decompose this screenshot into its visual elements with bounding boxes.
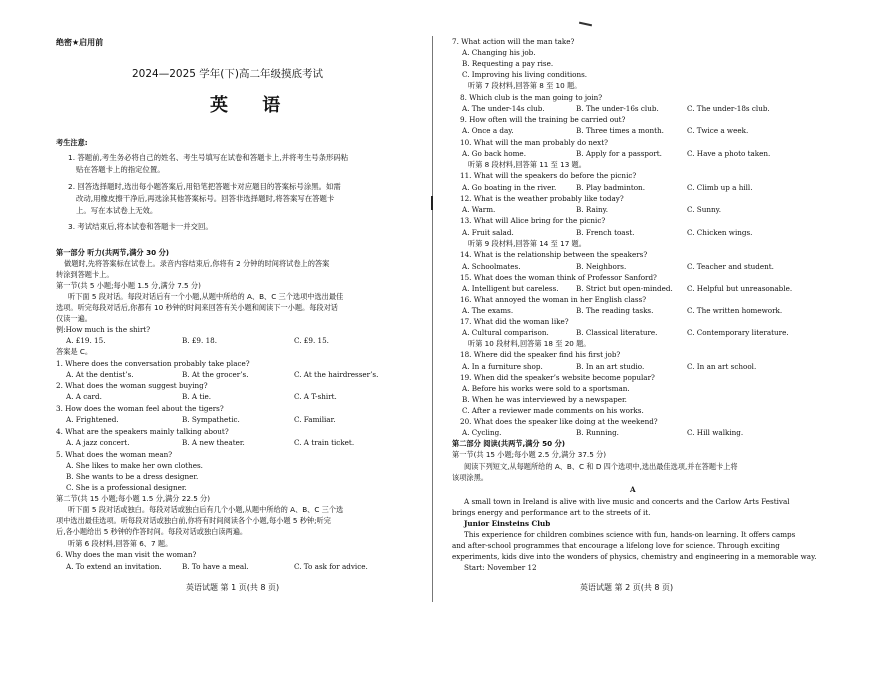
- option: B. Apply for a passport.: [576, 149, 662, 158]
- notice-line: 改动,用橡皮擦干净后,再选涂其他答案标号。回答非选择题时,将答案写在答题卡: [76, 194, 335, 203]
- scan-bar-mark: [431, 196, 433, 210]
- question: 13. What will Alice bring for the picnic?: [460, 216, 606, 225]
- page-footer: 英语试题 第 1 页(共 8 页): [186, 583, 280, 592]
- right-page: [452, 0, 815, 678]
- option: B. The reading tasks.: [576, 306, 654, 315]
- part1-title: 第一部分 听力(共两节,满分 30 分): [56, 248, 170, 257]
- notice-line: 3. 考试结束后,将本试卷和答题卡一并交回。: [68, 222, 213, 231]
- option: A. Before his works were sold to a sportsman.: [462, 384, 630, 393]
- option: C. In an art school.: [687, 362, 757, 371]
- option: B. Rainy.: [576, 205, 609, 214]
- question: 16. What annoyed the woman in her English class?: [460, 295, 647, 304]
- option: A. At the dentist’s.: [66, 370, 134, 379]
- question: 5. What does the woman mean?: [56, 450, 173, 459]
- part2-intro: 该项涂黑。: [452, 473, 488, 482]
- question: 12. What is the weather probably like today?: [460, 194, 624, 203]
- option: B. In an art studio.: [576, 362, 645, 371]
- option: A. The under-14s club.: [462, 104, 545, 113]
- option: B. Requesting a pay rise.: [462, 59, 554, 68]
- section2-intro: 后,各小题给出 5 秒钟的作答时间。每段对话或独白读两遍。: [56, 527, 248, 536]
- example-question: 例:How much is the shirt?: [56, 325, 151, 334]
- option: A. She likes to make her own clothes.: [66, 461, 203, 470]
- option: A. Fruit salad.: [462, 228, 514, 237]
- option: C. The written homework.: [687, 306, 783, 315]
- section2-title: 第二节(共 15 小题;每小题 1.5 分,满分 22.5 分): [56, 494, 211, 503]
- option: C. Contemporary literature.: [687, 328, 789, 337]
- option: B. To have a meal.: [182, 562, 249, 571]
- material-label: 听第 7 段材料,回答第 8 至 10 题。: [468, 81, 582, 90]
- option: B. £9. 18.: [182, 336, 217, 345]
- question: 17. What did the woman like?: [460, 317, 569, 326]
- option: C. She is a professional designer.: [66, 483, 187, 492]
- option: B. Three times a month.: [576, 126, 664, 135]
- option: C. Have a photo taken.: [687, 149, 771, 158]
- question: 14. What is the relationship between the speakers?: [460, 250, 648, 259]
- section1-title: 第一节(共 5 小题;每小题 1.5 分,满分 7.5 分): [56, 281, 201, 290]
- confidential-label: 绝密★启用前: [56, 38, 104, 47]
- option: C. Familiar.: [294, 415, 336, 424]
- option: B. The under-16s club.: [576, 104, 659, 113]
- question: 8. Which club is the man going to join?: [460, 93, 603, 102]
- page-footer: 英语试题 第 2 页(共 8 页): [580, 583, 674, 592]
- passage-label: A: [630, 485, 636, 494]
- section1-intro: 选项。听完每段对话后,你都有 10 秒钟的时间来回答有关小题和阅读下一小题。每段对话: [56, 303, 338, 312]
- part2-title: 第二部分 阅读(共两节,满分 50 分): [452, 439, 566, 448]
- club-start: Start: November 12: [464, 563, 537, 572]
- passage-intro: A small town in Ireland is alive with live music and concerts and the Carlow Arts Festival: [464, 497, 790, 506]
- option: C. A train ticket.: [294, 438, 355, 447]
- option: B. At the grocer’s.: [182, 370, 249, 379]
- option: C. Chicken wings.: [687, 228, 753, 237]
- material-label: 听第 8 段材料,回答第 11 至 13 题。: [468, 160, 586, 169]
- option: B. She wants to be a dress designer.: [66, 472, 199, 481]
- option: C. The under-18s club.: [687, 104, 770, 113]
- question: 9. How often will the training be carried out?: [460, 115, 626, 124]
- part2-section1-title: 第一节(共 15 小题;每小题 2.5 分,满分 37.5 分): [452, 450, 607, 459]
- question: 10. What will the man probably do next?: [460, 138, 608, 147]
- part1-intro: 转涂到答题卡上。: [56, 270, 114, 279]
- option: B. Running.: [576, 428, 619, 437]
- option: A. Cycling.: [462, 428, 502, 437]
- club-text: experiments, kids dive into the wonders of physics, chemistry and engineering in a memorable way.: [452, 552, 817, 561]
- example-answer: 答案是 C。: [56, 347, 93, 356]
- section2-intro: 听下面 5 段对话或独白。每段对话或独白后有几个小题,从题中所给的 A、B、C 三个选: [68, 505, 344, 514]
- question: 2. What does the woman suggest buying?: [56, 381, 208, 390]
- subject-title: 英 语: [210, 95, 295, 116]
- option: A. £19. 15.: [66, 336, 106, 345]
- option: A. Schoolmates.: [462, 262, 521, 271]
- option: B. A new theater.: [182, 438, 245, 447]
- club-text: This experience for children combines science with fun, hands-on learning. It offers camps: [464, 530, 796, 539]
- question: 20. What does the speaker like doing at the weekend?: [460, 417, 658, 426]
- option: B. Play badminton.: [576, 183, 645, 192]
- option: A. A jazz concert.: [66, 438, 130, 447]
- option: C. Climb up a hill.: [687, 183, 753, 192]
- option: C. At the hairdresser’s.: [294, 370, 379, 379]
- option: B. Sympathetic.: [182, 415, 240, 424]
- question: 1. Where does the conversation probably take place?: [56, 359, 250, 368]
- material-label: 听第 10 段材料,回答第 18 至 20 题。: [468, 339, 591, 348]
- option: A. The exams.: [462, 306, 514, 315]
- question: 18. Where did the speaker find his first job?: [460, 350, 621, 359]
- notice-title: 考生注意:: [56, 138, 88, 147]
- question: 4. What are the speakers mainly talking about?: [56, 427, 229, 436]
- option: C. Improving his living conditions.: [462, 70, 588, 79]
- option: A. Go back home.: [462, 149, 526, 158]
- material-label: 听第 9 段材料,回答第 14 至 17 题。: [468, 239, 586, 248]
- question: 7. What action will the man take?: [452, 37, 575, 46]
- question: 15. What does the woman think of Professor Sanford?: [460, 273, 657, 282]
- notice-line: 2. 回答选择题时,选出每小题答案后,用铅笔把答题卡对应题目的答案标号涂黑。如需: [68, 182, 341, 191]
- option: A. Go boating in the river.: [462, 183, 557, 192]
- option: C. Hill walking.: [687, 428, 744, 437]
- exam-title: 2024—2025 学年(下)高二年级摸底考试: [132, 68, 323, 80]
- material-label: 听第 6 段材料,回答第 6、7 题。: [68, 539, 173, 548]
- page-divider: [432, 36, 433, 602]
- option: C. Twice a week.: [687, 126, 749, 135]
- option: A. Changing his job.: [462, 48, 536, 57]
- club-title: Junior Einsteins Club: [464, 519, 551, 528]
- part2-intro: 阅读下列短文,从每题所给的 A、B、C 和 D 四个选项中,选出最佳选项,并在答题卡上将: [464, 462, 738, 471]
- question: 6. Why does the man visit the woman?: [56, 550, 197, 559]
- option: C. A T-shirt.: [294, 392, 337, 401]
- option: C. £9. 15.: [294, 336, 329, 345]
- question: 19. When did the speaker’s website become popular?: [460, 373, 655, 382]
- option: C. Sunny.: [687, 205, 722, 214]
- option: A. Intelligent but careless.: [462, 284, 559, 293]
- part1-intro: 做题时,先将答案标在试卷上。录音内容结束后,你将有 2 分钟的时间将试卷上的答案: [64, 259, 330, 268]
- option: A. Frightened.: [66, 415, 119, 424]
- option: A. In a furniture shop.: [462, 362, 543, 371]
- club-text: and after-school programmes that encourage a lifelong love for science. Through exciting: [452, 541, 780, 550]
- notice-line: 1. 答题前,考生务必将自己的姓名、考生号填写在试卷和答题卡上,并将考生号条形码粘: [68, 153, 349, 162]
- option: A. Cultural comparison.: [462, 328, 549, 337]
- passage-intro: brings energy and performance art to the streets of it.: [452, 508, 651, 517]
- question: 3. How does the woman feel about the tigers?: [56, 404, 224, 413]
- option: A. Warm.: [462, 205, 496, 214]
- option: C. To ask for advice.: [294, 562, 368, 571]
- section2-intro: 项中选出最佳选项。听每段对话或独白前,你将有时间阅读各个小题,每小题 5 秒钟;听完: [56, 516, 331, 525]
- section1-intro: 听下面 5 段对话。每段对话后有一个小题,从题中所给的 A、B、C 三个选项中选出最佳: [68, 292, 344, 301]
- option: A. To extend an invitation.: [66, 562, 162, 571]
- option: C. After a reviewer made comments on his works.: [462, 406, 644, 415]
- left-page: [56, 0, 424, 678]
- option: B. Neighbors.: [576, 262, 627, 271]
- option: B. When he was interviewed by a newspaper.: [462, 395, 627, 404]
- notice-line: 上。写在本试卷上无效。: [76, 206, 158, 215]
- option: C. Teacher and student.: [687, 262, 774, 271]
- option: B. Strict but open-minded.: [576, 284, 673, 293]
- option: B. A tie.: [182, 392, 212, 401]
- option: A. A card.: [66, 392, 102, 401]
- section1-intro: 仅读一遍。: [56, 314, 92, 323]
- notice-line: 贴在答题卡上的指定位置。: [76, 165, 165, 174]
- option: B. Classical literature.: [576, 328, 658, 337]
- option: C. Helpful but unreasonable.: [687, 284, 793, 293]
- question: 11. What will the speakers do before the picnic?: [460, 171, 637, 180]
- option: A. Once a day.: [462, 126, 514, 135]
- option: B. French toast.: [576, 228, 635, 237]
